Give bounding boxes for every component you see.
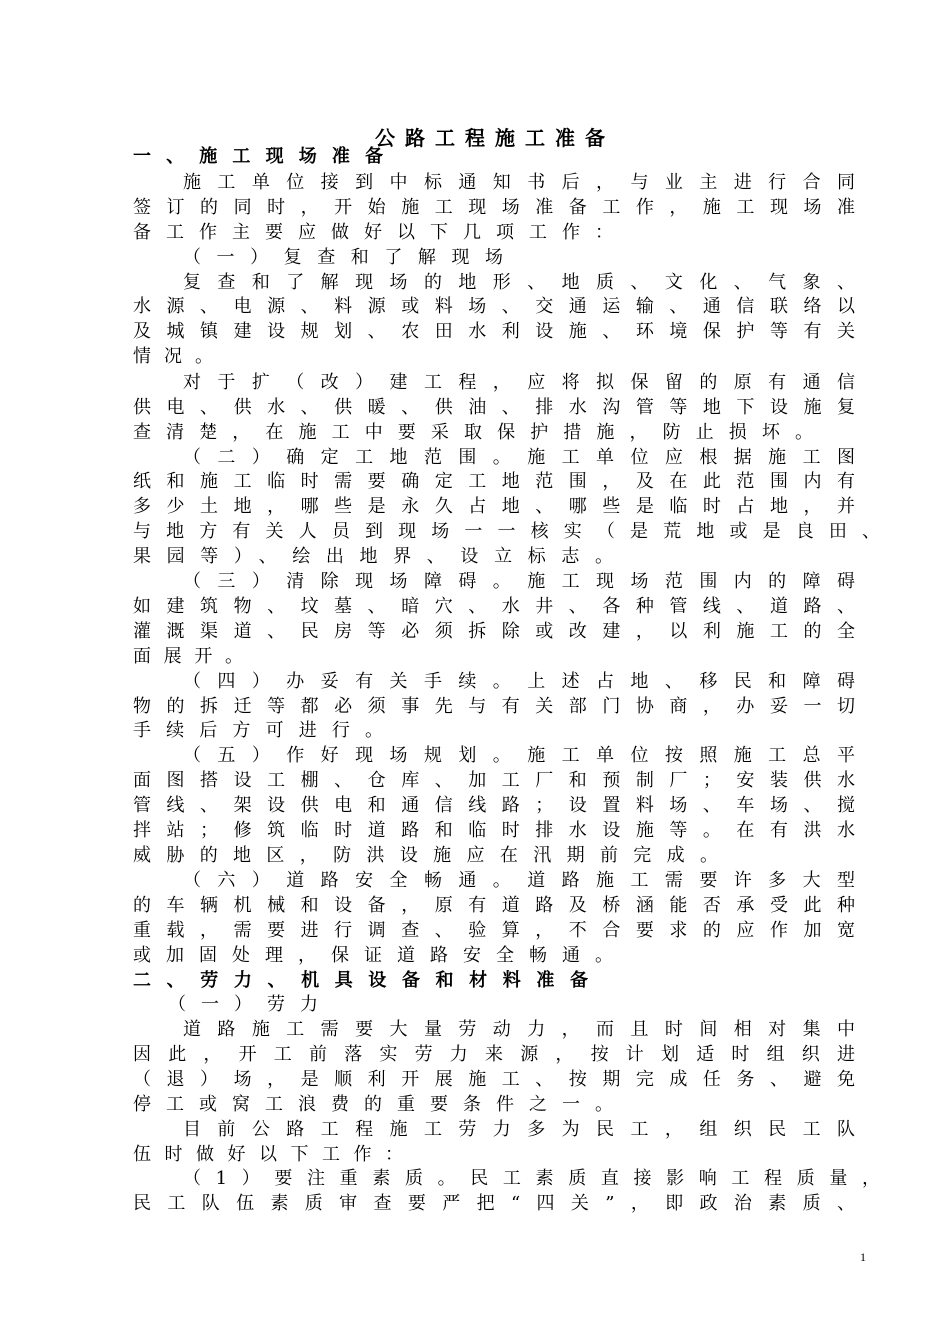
- body-text-line: 与地方有关人员到现场一一核实（是荒地或是良田、: [133, 521, 896, 542]
- body-text-line: 手续后方可进行。: [133, 720, 399, 741]
- body-text-line: （五）作好现场规划。施工单位按照施工总平: [183, 745, 872, 766]
- body-text-line: 供电、供水、供暖、供油、排水沟管等地下设施复: [133, 397, 871, 418]
- body-text-line: 重载，需要进行调查、验算，不合要求的应作加宽: [133, 920, 871, 941]
- body-text-line: 伍时做好以下工作：: [133, 1144, 417, 1165]
- body-text-line: （三）清除现场障碍。施工现场范围内的障碍: [183, 571, 872, 592]
- section-heading: 二、劳力、机具设备和材料准备: [133, 970, 604, 991]
- body-text-line: 民工队伍素质审查要严把“四关”，即政治素质、: [133, 1193, 872, 1214]
- body-text-line: 纸和施工临时需要确定工地范围，及在此范围内有: [133, 471, 871, 492]
- body-text-line: 停工或窝工浪费的重要条件之一。: [133, 1094, 628, 1115]
- body-text-line: （一）复查和了解现场: [183, 247, 519, 268]
- body-text-line: 灌溉渠道、民房等必须拆除或改建，以利施工的全: [133, 621, 871, 642]
- body-text-line: 多少土地，哪些是永久占地、哪些是临时占地，并: [133, 496, 871, 517]
- body-text-line: 目前公路工程施工劳力多为民工，组织民工队: [183, 1119, 872, 1140]
- body-text-line: 备工作主要应做好以下几项工作：: [133, 222, 628, 243]
- document-title: 公路工程施工准备: [375, 126, 615, 150]
- body-text-line: （退）场，是顺利开展施工、按期完成任务、避免: [133, 1069, 871, 1090]
- body-text-line: 签订的同时，开始施工现场准备工作，施工现场准: [133, 197, 871, 218]
- body-text-line: 物的拆迁等都必须事先与有关部门协商，办妥一切: [133, 696, 871, 717]
- body-text-line: 情况。: [133, 346, 226, 367]
- body-text-line: 面展开。: [133, 646, 256, 667]
- body-text-line: 拌站；修筑临时道路和临时排水设施等。在有洪水: [133, 820, 871, 841]
- body-text-line: 威胁的地区，防洪设施应在汛期前完成。: [133, 845, 734, 866]
- section-heading: 一、施工现场准备: [133, 146, 399, 167]
- body-text-line: 如建筑物、坟墓、暗穴、水井、各种管线、道路、: [133, 596, 871, 617]
- body-text-line: 的车辆机械和设备，原有道路及桥涵能否承受此种: [133, 895, 871, 916]
- body-text-line: 面图搭设工棚、仓库、加工厂和预制厂；安装供水: [133, 770, 871, 791]
- body-text-line: 道路施工需要大量劳动力，而且时间相对集中: [183, 1019, 872, 1040]
- body-text-line: 复查和了解现场的地形、地质、文化、气象、: [183, 272, 872, 293]
- body-text-line: 对于扩（改）建工程，应将拟保留的原有通信: [183, 372, 872, 393]
- body-text-line: （六）道路安全畅通。道路施工需要许多大型: [183, 870, 872, 891]
- body-text-line: 因此，开工前落实劳力来源，按计划适时组织进: [133, 1044, 873, 1065]
- body-text-line: 或加固处理，保证道路安全畅通。: [133, 945, 628, 966]
- body-text-line: 及城镇建设规划、农田水利设施、环境保护等有关: [133, 321, 871, 342]
- body-text-line: 施工单位接到中标通知书后，与业主进行合同: [183, 172, 872, 193]
- body-text-line: （一）劳力: [168, 994, 333, 1015]
- body-text-line: 水源、电源、料源或料场、交通运输、通信联络以: [133, 296, 871, 317]
- body-text-line: （1）要注重素质。民工素质直接影响工程质量，: [183, 1168, 895, 1189]
- body-text-line: （四）办妥有关手续。上述占地、移民和障碍: [183, 671, 872, 692]
- body-text-line: 果园等）、绘出地界、设立标志。: [133, 546, 629, 567]
- body-text-line: 管线、架设供电和通信线路；设置料场、车场、搅: [133, 795, 871, 816]
- page-number: 1: [860, 1250, 866, 1264]
- body-text-line: 查清楚，在施工中要采取保护措施，防止损坏。: [133, 422, 829, 443]
- body-text-line: （二）确定工地范围。施工单位应根据施工图: [183, 447, 872, 468]
